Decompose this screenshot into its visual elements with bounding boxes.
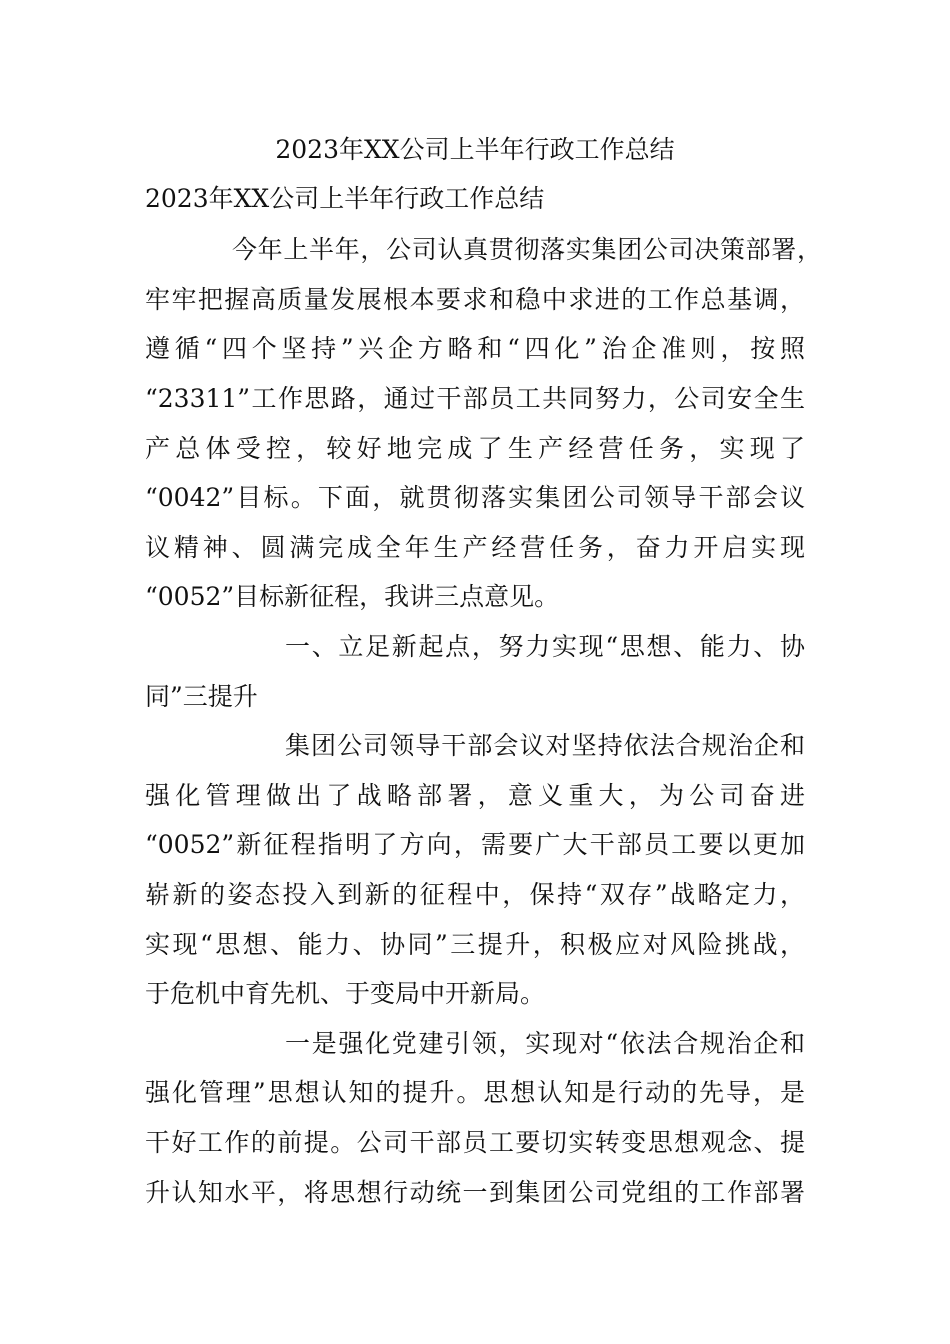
text-line: “23311”工作思路，通过干部员工共同努力，公司安全生 xyxy=(145,384,805,413)
text-line: “0042”目标。下面，就贯彻落实集团公司领导干部会议 xyxy=(145,483,805,512)
text-line: 牢牢把握高质量发展根本要求和稳中求进的工作总基调， xyxy=(145,285,805,314)
text-line: “0052”新征程指明了方向，需要广大干部员工要以更加 xyxy=(145,830,805,859)
text-line: 遵循“四个坚持”兴企方略和“四化”治企准则，按照 xyxy=(145,334,805,363)
text-line: 于危机中育先机、于变局中开新局。 xyxy=(145,979,546,1008)
text-line: 强化管理”思想认知的提升。思想认知是行动的先导，是 xyxy=(145,1078,805,1107)
text-line: 升认知水平，将思想行动统一到集团公司党组的工作部署 xyxy=(145,1178,805,1207)
document-title: 2023年XX公司上半年行政工作总结 xyxy=(275,135,675,164)
text-line: 干好工作的前提。公司干部员工要切实转变思想观念、提 xyxy=(145,1128,805,1157)
document-subtitle: 2023年XX公司上半年行政工作总结 xyxy=(145,184,545,213)
text-line: 集团公司领导干部会议对坚持依法合规治企和 xyxy=(285,731,805,760)
text-line: 一是强化党建引领，实现对“依法合规治企和 xyxy=(285,1029,805,1058)
text-line: 强化管理做出了战略部署，意义重大，为公司奋进 xyxy=(145,781,805,810)
text-line: 一、立足新起点，努力实现“思想、能力、协 xyxy=(285,632,805,661)
text-line: “0052”目标新征程，我讲三点意见。 xyxy=(145,582,560,611)
text-line: 议精神、圆满完成全年生产经营任务，奋力开启实现 xyxy=(145,533,805,562)
text-line: 同”三提升 xyxy=(145,682,258,711)
text-line: 产总体受控，较好地完成了生产经营任务，实现了 xyxy=(145,434,805,463)
text-line: 今年上半年，公司认真贯彻落实集团公司决策部署， xyxy=(232,235,822,264)
text-line: 崭新的姿态投入到新的征程中，保持“双存”战略定力， xyxy=(145,880,805,909)
text-line: 实现“思想、能力、协同”三提升，积极应对风险挑战， xyxy=(145,930,805,959)
